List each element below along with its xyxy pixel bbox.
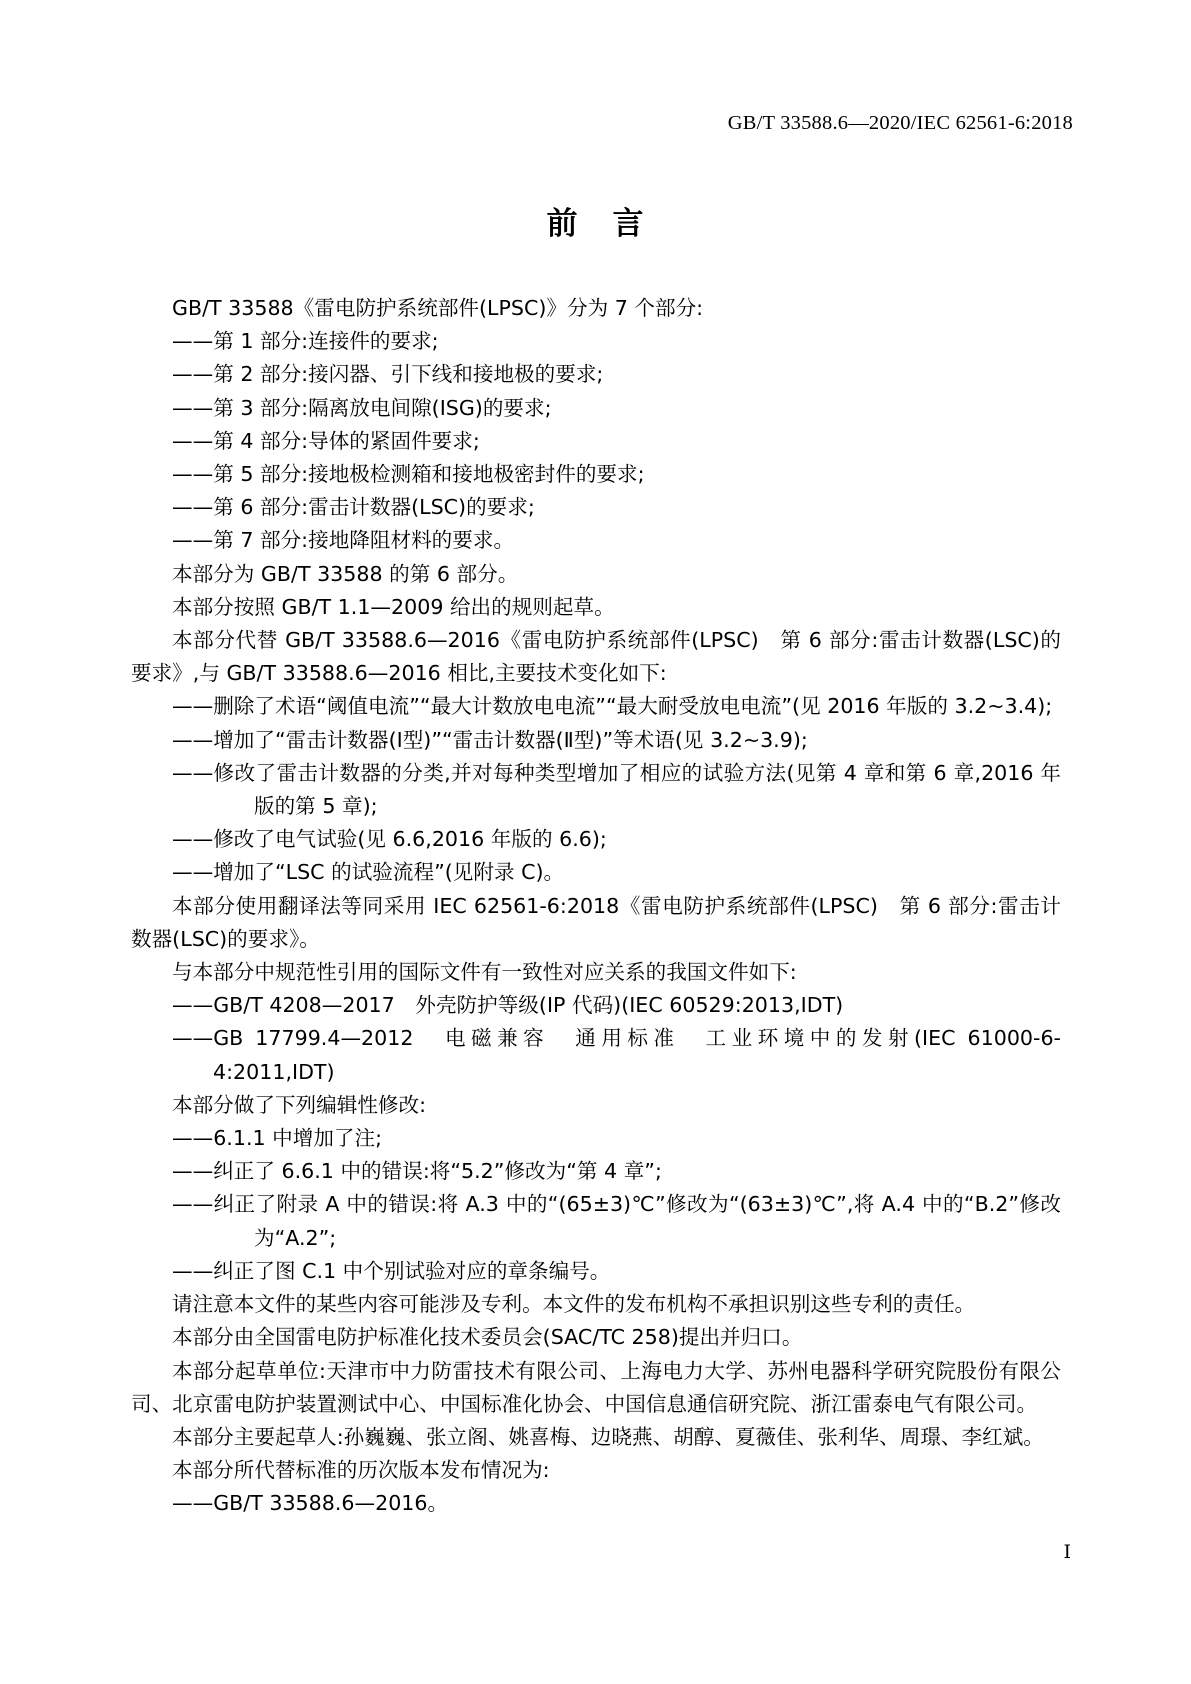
technical-change-3: ——修改了雷击计数器的分类,并对每种类型增加了相应的试验方法(见第 4 章和第 6 章,2016 年版的第 5 章); <box>172 760 1061 819</box>
foreword-body <box>131 292 1061 1521</box>
technical-change-5: ——增加了“LSC 的试验流程”(见附录 C)。 <box>172 860 565 885</box>
part-item-3: ——第 3 部分:隔离放电间隙(ISG)的要求; <box>172 395 552 420</box>
technical-change-1: ——删除了术语“阈值电流”“最大计数放电电流”“最大耐受放电电流”(见 2016 年版的 3.2~3.4); <box>172 694 1053 719</box>
history-item-1: ——GB/T 33588.6—2016。 <box>172 1491 449 1516</box>
consistency-intro: 与本部分中规范性引用的国际文件有一致性对应关系的我国文件如下: <box>172 960 797 985</box>
patent-notice: 请注意本文件的某些内容可能涉及专利。本文件的发布机构不承担识别这些专利的责任。 <box>172 1292 976 1317</box>
editorial-change-3: ——纠正了附录 A 中的错误:将 A.3 中的“(65±3)℃”修改为“(63±3)℃”,将 A.4 中的“B.2”修改为“A.2”; <box>172 1192 1061 1250</box>
part-item-1: ——第 1 部分:连接件的要求; <box>172 329 439 354</box>
page-title-char-1: 前 <box>546 206 579 242</box>
editorial-change-1: ——6.1.1 中增加了注; <box>172 1126 383 1151</box>
editorial-change-2: ——纠正了 6.6.1 中的错误:将“5.2”修改为“第 4 章”; <box>172 1159 662 1184</box>
part-item-4: ——第 4 部分:导体的紧固件要求; <box>172 428 480 453</box>
foreword-intro: GB/T 33588《雷电防护系统部件(LPSC)》分为 7 个部分: <box>172 296 704 320</box>
consistency-doc-1: ——GB/T 4208—2017 外壳防护等级(IP 代码)(IEC 60529:2013,IDT) <box>172 993 844 1018</box>
editorial-change-4: ——纠正了图 C.1 中个别试验对应的章条编号。 <box>172 1258 611 1283</box>
drafting-organizations: 本部分起草单位:天津市中力防雷技术有限公司、上海电力大学、苏州电器科学研究院股份有限公司、北京雷电防护装置测试中心、中国标准化协会、中国信息通信研究院、浙江雷泰电气有限公司。 <box>131 1358 1061 1416</box>
standard-number: GB/T 33588.6—2020/IEC 62561-6:2018 <box>727 112 1073 134</box>
part-item-7: ——第 7 部分:接地降阻材料的要求。 <box>172 528 515 553</box>
this-part-statement: 本部分为 GB/T 33588 的第 6 部分。 <box>172 561 519 586</box>
history-intro: 本部分所代替标准的历次版本发布情况为: <box>172 1458 550 1483</box>
running-header <box>0 112 1073 135</box>
page-title <box>0 198 1191 243</box>
replaces-statement: 本部分代替 GB/T 33588.6—2016《雷电防护系统部件(LPSC) 第 6 部分:雷击计数器(LSC)的要求》,与 GB/T 33588.6—2016 相比,主要技术变化如下: <box>131 628 1061 686</box>
technical-change-4: ——修改了电气试验(见 6.6,2016 年版的 6.6); <box>172 827 607 852</box>
proposing-body: 本部分由全国雷电防护标准化技术委员会(SAC/TC 258)提出并归口。 <box>172 1325 803 1350</box>
editorial-intro: 本部分做了下列编辑性修改: <box>172 1092 427 1117</box>
part-item-2: ——第 2 部分:接闪器、引下线和接地极的要求; <box>172 362 604 387</box>
main-drafters: 本部分主要起草人:孙巍巍、张立阁、姚喜梅、边晓燕、胡醇、夏薇佳、张利华、周璟、李红斌。 <box>172 1424 1044 1449</box>
adoption-statement: 本部分使用翻译法等同采用 IEC 62561-6:2018《雷电防护系统部件(LPSC) 第 6 部分:雷击计数器(LSC)的要求》。 <box>131 893 1061 951</box>
drafting-rules-statement: 本部分按照 GB/T 1.1—2009 给出的规则起草。 <box>172 594 615 619</box>
part-item-5: ——第 5 部分:接地极检测箱和接地极密封件的要求; <box>172 462 645 487</box>
page-title-char-2: 言 <box>612 206 645 242</box>
consistency-doc-2: ——GB 17799.4—2012 电磁兼容 通用标准 工业环境中的发射(IEC 61000-6-4:2011,IDT) <box>172 1026 1061 1084</box>
part-item-6: ——第 6 部分:雷击计数器(LSC)的要求; <box>172 495 535 520</box>
page-number: Ⅰ <box>1063 1542 1071 1563</box>
technical-change-2: ——增加了“雷击计数器(Ⅰ型)”“雷击计数器(Ⅱ型)”等术语(见 3.2~3.9); <box>172 727 808 752</box>
